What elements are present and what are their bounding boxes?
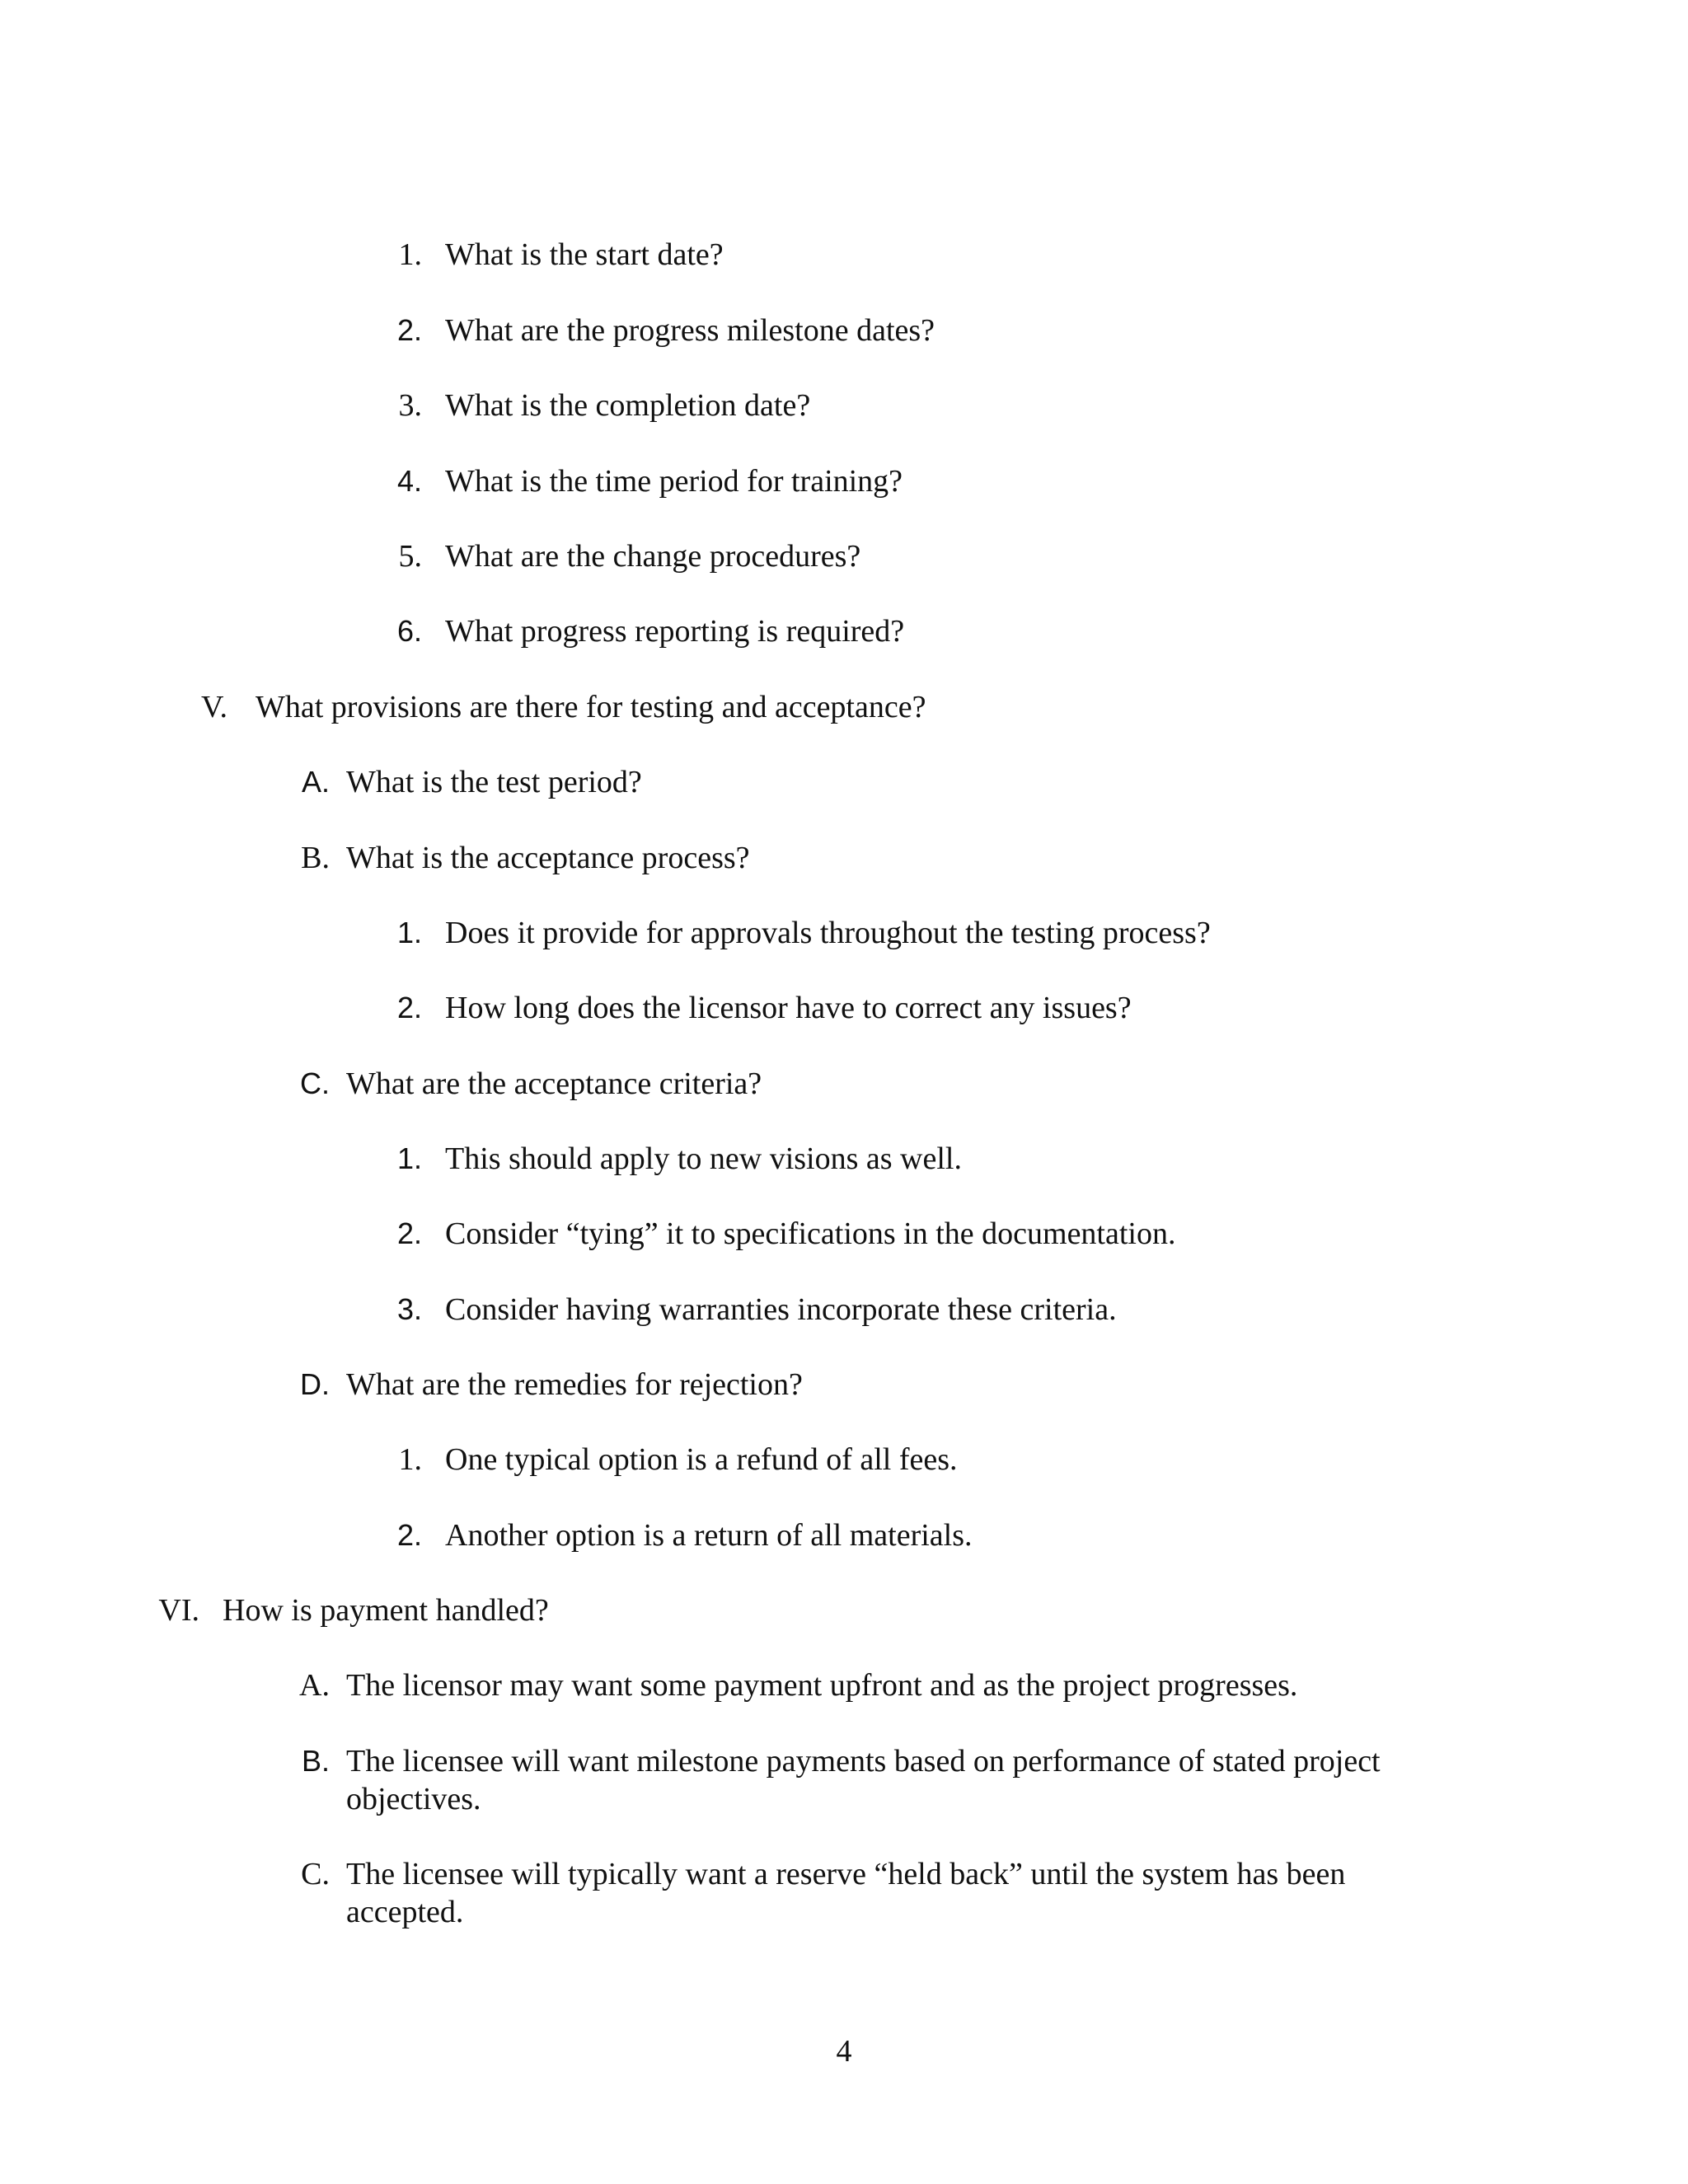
letter-marker: B. xyxy=(301,841,330,875)
list-marker: 4. xyxy=(396,464,422,498)
roman-marker: V. xyxy=(200,690,227,724)
list-item-text: One typical option is a refund of all fees. xyxy=(445,1442,958,1477)
list-item-text: Another option is a return of all materials. xyxy=(445,1518,973,1553)
list-marker: 3. xyxy=(396,1292,422,1326)
list-item-text: What is the start date? xyxy=(445,237,724,272)
roman-marker: VI. xyxy=(158,1593,199,1628)
subsection-text: What are the acceptance criteria? xyxy=(346,1066,762,1101)
page-number: 4 xyxy=(836,2034,852,2069)
list-item-text: What are the change procedures? xyxy=(445,539,861,574)
list-item-text: Consider “tying” it to specifications in the documentation. xyxy=(445,1216,1176,1251)
section-heading-text: What provisions are there for testing and acceptance? xyxy=(256,690,926,724)
list-marker: 1. xyxy=(396,1141,422,1175)
list-marker: 6. xyxy=(396,614,422,648)
list-item-text: Does it provide for approvals throughout the testing process? xyxy=(445,916,1211,950)
list-item-text: What is the completion date? xyxy=(445,388,811,423)
subsection-text: What are the remedies for rejection? xyxy=(346,1367,803,1402)
list-marker: 3. xyxy=(398,388,422,423)
letter-marker: C. xyxy=(301,1857,330,1891)
list-marker: 2. xyxy=(396,1518,422,1552)
list-item-text: Consider having warranties incorporate these criteria. xyxy=(445,1292,1117,1327)
subsection-text: The licensee will typically want a reserve “held back” until the system has been accepted. xyxy=(346,1857,1346,1929)
list-marker: 5. xyxy=(398,539,422,574)
section-heading-text: How is payment handled? xyxy=(223,1593,549,1628)
list-marker: 2. xyxy=(396,1216,422,1250)
letter-marker: B. xyxy=(301,1744,330,1778)
list-marker: 1. xyxy=(398,237,422,272)
list-marker: 2. xyxy=(396,313,422,347)
list-item-text: What progress reporting is required? xyxy=(445,614,905,649)
subsection-text: What is the test period? xyxy=(346,765,642,799)
subsection-text: The licensee will want milestone payments based on performance of stated project objectives. xyxy=(346,1744,1381,1816)
letter-marker: A. xyxy=(301,765,330,799)
list-item-text: What are the progress milestone dates? xyxy=(445,313,935,348)
list-item-text: How long does the licensor have to correct any issues? xyxy=(445,991,1132,1025)
letter-marker: A. xyxy=(299,1668,330,1703)
list-marker: 2. xyxy=(396,991,422,1024)
list-marker: 1. xyxy=(398,1442,422,1477)
subsection-text: What is the acceptance process? xyxy=(346,841,750,875)
subsection-text: The licensor may want some payment upfront and as the project progresses. xyxy=(346,1668,1298,1703)
letter-marker: C. xyxy=(300,1066,330,1100)
list-item-text: This should apply to new visions as well. xyxy=(445,1141,962,1176)
list-item-text: What is the time period for training? xyxy=(445,464,903,499)
list-marker: 1. xyxy=(396,916,422,949)
letter-marker: D. xyxy=(300,1367,330,1401)
